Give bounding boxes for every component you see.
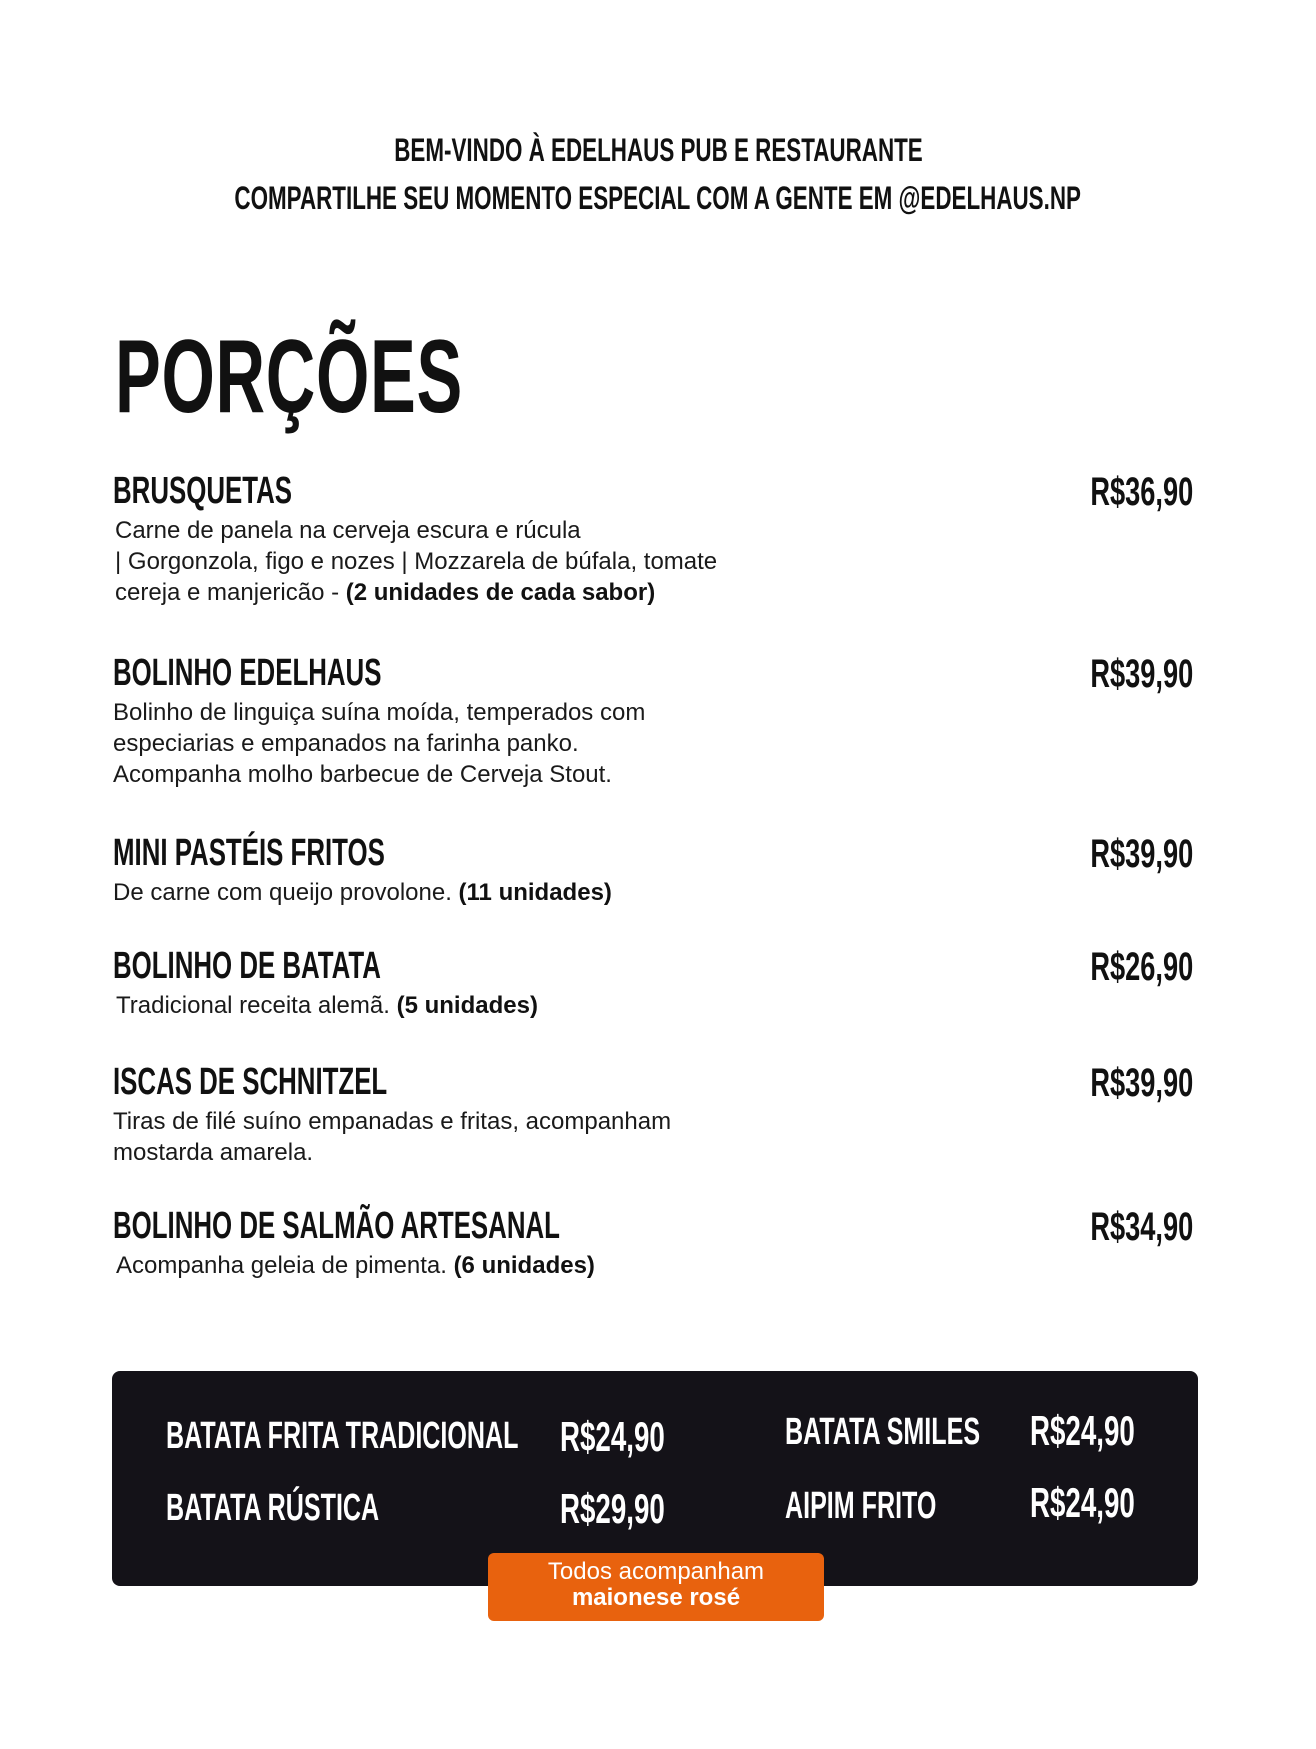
item-description: De carne com queijo provolone. (11 unidades): [113, 879, 612, 906]
fry-price-aipim: R$24,90: [1030, 1479, 1135, 1526]
item-price: R$36,90: [1090, 470, 1193, 514]
menu-item-bolinho-edelhaus: [113, 652, 1193, 790]
share-line: COMPARTILHE SEU MOMENTO ESPECIAL COM A GENTE EM @EDELHAUS.NP: [234, 180, 1082, 216]
sauce-note-badge: Todos acompanham maionese rosé: [488, 1553, 824, 1621]
fry-name-smiles: BATATA SMILES: [785, 1411, 981, 1453]
item-description: Tradicional receita alemã. (5 unidades): [116, 992, 538, 1019]
item-description: Tiras de filé suíno empanadas e fritas, acompanham mostarda amarela.: [113, 1108, 672, 1166]
item-price: R$26,90: [1090, 945, 1193, 989]
fry-name-tradicional: BATATA FRITA TRADICIONAL: [166, 1415, 519, 1457]
fry-name-aipim: AIPIM FRITO: [785, 1485, 937, 1527]
item-price: R$39,90: [1090, 652, 1193, 696]
item-price: R$34,90: [1090, 1205, 1193, 1249]
item-price: R$39,90: [1090, 832, 1193, 876]
fry-price-smiles: R$24,90: [1030, 1407, 1135, 1454]
menu-item-brusquetas: [113, 470, 1193, 608]
menu-item-mini-pasteis: [113, 832, 1193, 908]
item-name: BOLINHO DE SALMÃO ARTESANAL: [113, 1205, 560, 1247]
menu-item-bolinho-batata: [113, 945, 1193, 1021]
welcome-line: BEM-VINDO À EDELHAUS PUB E RESTAURANTE: [393, 132, 923, 168]
item-name: BOLINHO EDELHAUS: [113, 652, 382, 694]
menu-item-iscas-schnitzel: [113, 1061, 1193, 1168]
fry-name-rustica: BATATA RÚSTICA: [166, 1487, 380, 1529]
welcome-header: [0, 132, 1316, 228]
menu-item-bolinho-salmao: [113, 1205, 1193, 1281]
item-description: Acompanha geleia de pimenta. (6 unidades): [116, 1252, 595, 1279]
item-description: Carne de panela na cerveja escura e rúcula | Gorgonzola, figo e nozes | Mozzarela de búfala, tomate cereja e manjericão - (2 unidades de cada sabor): [115, 517, 718, 606]
item-name: BOLINHO DE BATATA: [113, 945, 381, 987]
item-description: Bolinho de linguiça suína moída, temperados com especiarias e empanados na farinha panko. Acompanha molho barbecue de Cerveja Stout.: [113, 699, 646, 788]
item-name: MINI PASTÉIS FRITOS: [113, 832, 385, 874]
section-title: PORÇÕES: [115, 319, 463, 435]
item-name: ISCAS DE SCHNITZEL: [113, 1061, 388, 1103]
fry-price-rustica: R$29,90: [560, 1485, 665, 1532]
item-price: R$39,90: [1090, 1061, 1193, 1105]
item-name: BRUSQUETAS: [113, 470, 292, 512]
fry-price-tradicional: R$24,90: [560, 1413, 665, 1460]
